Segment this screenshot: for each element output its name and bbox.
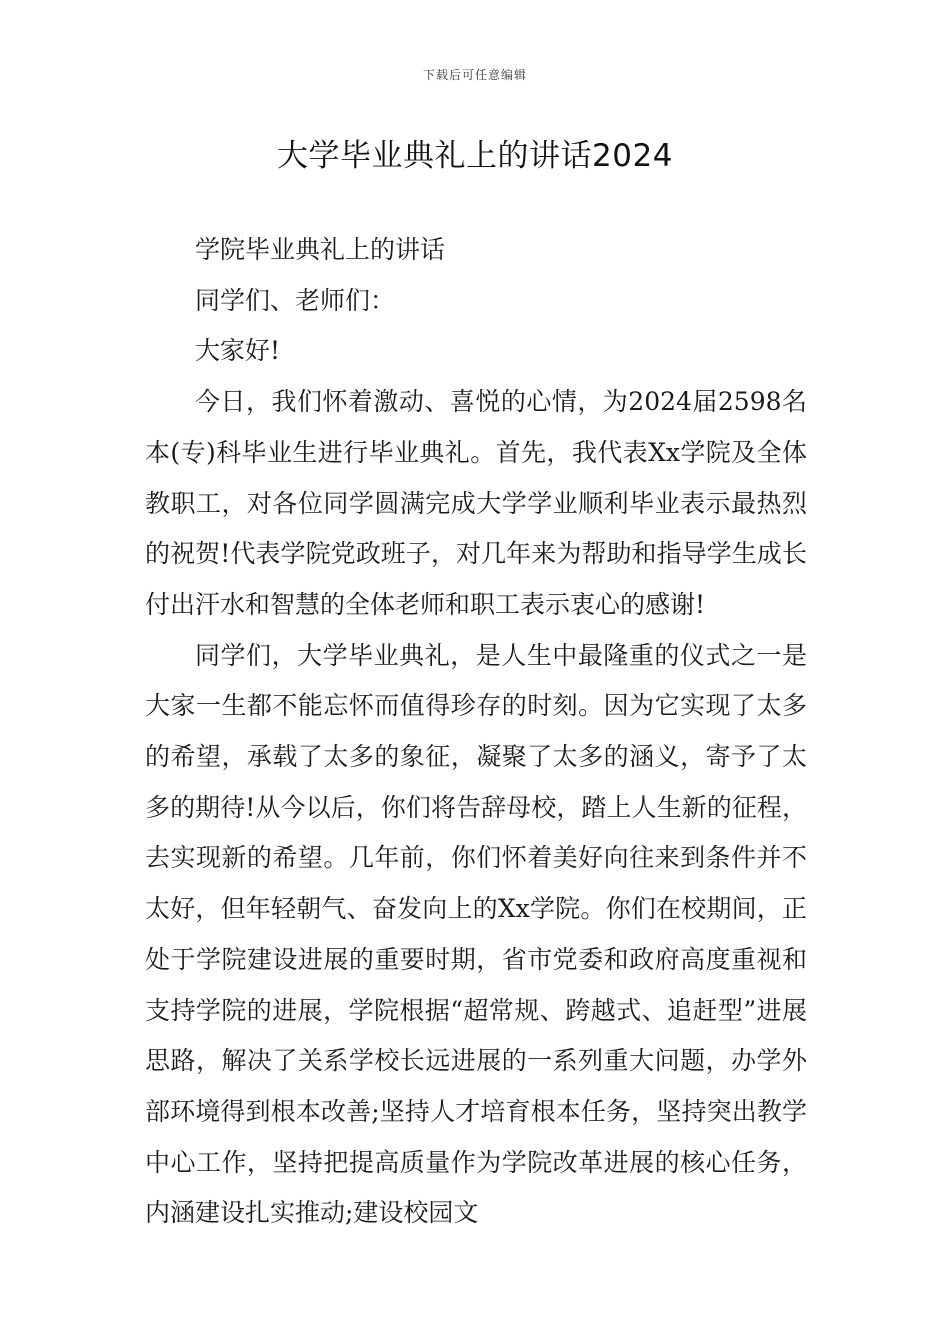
- paragraph-subtitle: 学院毕业典礼上的讲话: [195, 235, 446, 264]
- paragraph-opening: 今日，我们怀着激动、喜悦的心情，为2024届2598名本(专)科毕业生进行毕业典礼。首先，我代表Xx学院及全体教职工，对各位同学圆满完成大学学业顺利毕业表示最热烈的祝贺!代表学院党政班子，对几年来为帮助和指导学生成长付出汗水和智慧的全体老师和职工表示衷心的感谢!: [145, 387, 807, 619]
- paragraph-main: 同学们，大学毕业典礼，是人生中最隆重的仪式之一是大家一生都不能忘怀而值得珍存的时刻。因为它实现了太多的希望，承载了太多的象征，凝聚了太多的涵义，寄予了太多的期待!从今以后，你们将告辞母校，踏上人生新的征程，去实现新的希望。几年前，你们怀着美好向往来到条件并不太好，但年轻朝气、奋发向上的Xx学院。你们在校期间，正处于学院建设进展的重要时期，省市党委和政府高度重视和支持学院的进展，学院根据“超常规、跨越式、追赶型”进展思路，解决了关系学校长远进展的一系列重大问题，办学外部环境得到根本改善;坚持人才培育根本任务，坚持突出教学中心工作，坚持把提高质量作为学院改革进展的核心任务，内涵建设扎实推动;建设校园文: [145, 640, 807, 1228]
- paragraph-greeting: 大家好!: [195, 336, 281, 366]
- paragraph-salutation: 同学们、老师们：: [195, 285, 396, 315]
- header-note: 下载后可任意编辑: [422, 68, 527, 82]
- page-title: 大学毕业典礼上的讲话2024: [277, 138, 673, 174]
- document-body: [145, 225, 807, 1239]
